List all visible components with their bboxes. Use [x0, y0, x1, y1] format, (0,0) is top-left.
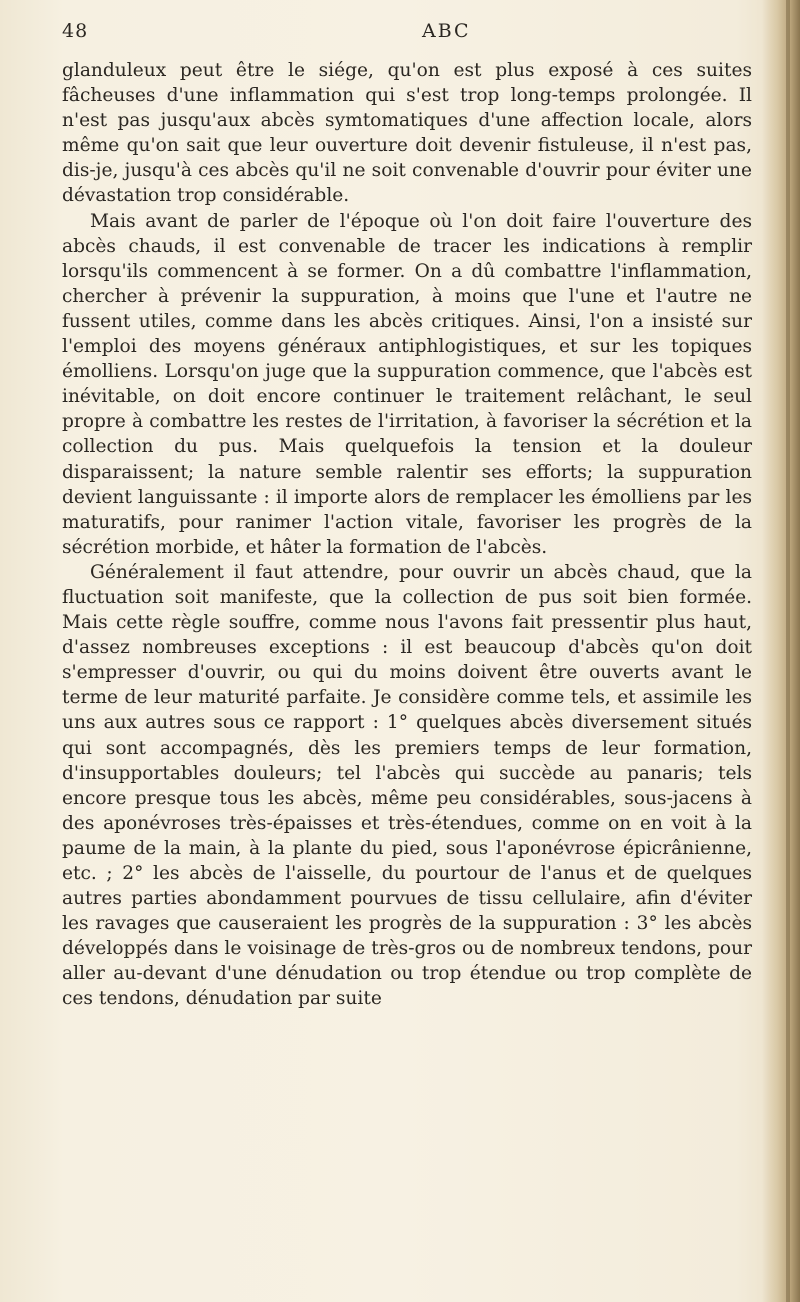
running-head: ABC: [422, 20, 471, 42]
book-binding-edge: [786, 0, 790, 1302]
paragraph-continuation: glanduleux peut être le siége, qu'on est plus exposé à ces suites fâcheuses d'une inflammation qui s'est trop long-temps prolongée. Il n'est pas jusqu'aux abcès symtomatiques d'une affection locale, alors même qu'on sait que leur ouverture doit devenir fistuleuse, il n'est pas, dis-je, jusqu'à ces abcès qu'il ne soit convenable d'ouvrir pour éviter une dévastation trop considérable.: [62, 60, 752, 207]
page-number: 48: [62, 20, 89, 42]
page-edge-shadow: [762, 0, 800, 1302]
paragraph-exceptions: Généralement il faut attendre, pour ouvrir un abcès chaud, que la fluctuation soit manifeste, que la collection de pus soit bien formée. Mais cette règle souffre, comme nous l'avons fait pressentir plus haut, d'assez nombreuses exceptions : il est beaucoup d'abcès qu'on doit s'empresser d'ouvrir, ou qui du moins doivent être ouverts avant le terme de leur maturité parfaite. Je considère comme tels, et assimile les uns aux autres sous ce rapport : 1° quelques abcès diversement situés qui sont accompagnés, dès les premiers temps de leur formation, d'insupportables douleurs; tel l'abcès qui succède au panaris; tels encore presque tous les abcès, même peu considérables, sous-jacens à des aponévroses très-épaisses et très-étendues, comme on en voit à la paume de la main, à la plante du pied, sous l'aponévrose épicrânienne, etc. ; 2° les abcès de l'aisselle, du pourtour de l'anus et de quelques autres parties abondamment pourvues de tissu cellulaire, afin d'éviter les ravages que causeraient les progrès de la suppuration : 3° les abcès développés dans le voisinage de très-gros ou de nombreux tendons, pour aller au-devant d'une dénudation ou trop étendue ou trop complète de ces tendons, dénudation par suite: [62, 561, 752, 1010]
paragraph-indications: Mais avant de parler de l'époque où l'on doit faire l'ouverture des abcès chauds, il est convenable de tracer les indications à remplir lorsqu'ils commencent à se former. On a dû combattre l'inflammation, chercher à prévenir la suppuration, à moins que l'une et l'autre ne fussent utiles, comme dans les abcès critiques. Ainsi, l'on a insisté sur l'emploi des moyens généraux antiphlogistiques, et sur les topiques émolliens. Lorsqu'on juge que la suppuration commence, que l'abcès est inévitable, on doit encore continuer le traitement relâchant, le seul propre à combattre les restes de l'irritation, à favoriser la sécrétion et la collection du pus. Mais quelquefois la tension et la douleur disparaissent; la nature semble ralentir ses efforts; la suppuration devient languissante : il importe alors de remplacer les émolliens par les maturatifs, pour ranimer l'action vitale, favoriser les progrès de la sécrétion morbide, et hâter la formation de l'abcès.: [62, 210, 752, 558]
page-header: [62, 20, 752, 56]
body-text: [62, 58, 752, 1012]
